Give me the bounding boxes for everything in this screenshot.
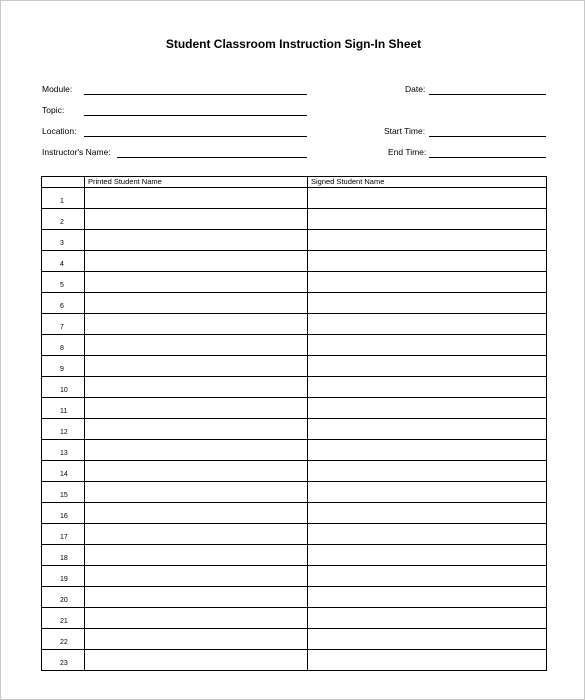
signed-name-cell[interactable]: [307, 377, 546, 397]
printed-name-cell[interactable]: [84, 524, 307, 544]
table-row: [42, 209, 546, 230]
printed-name-cell[interactable]: [84, 230, 307, 250]
table-row: [42, 482, 546, 503]
topic-label: Topic:: [42, 105, 65, 115]
row-number: 14: [60, 471, 68, 478]
table-row: [42, 419, 546, 440]
signed-name-cell[interactable]: [307, 419, 546, 439]
row-number: 15: [60, 492, 68, 499]
signed-name-column-header: Signed Student Name: [307, 177, 546, 187]
signed-name-cell[interactable]: [307, 293, 546, 313]
printed-name-cell[interactable]: [84, 398, 307, 418]
printed-name-cell[interactable]: [84, 482, 307, 502]
end-time-label: End Time:: [388, 147, 427, 157]
location-field-line[interactable]: [84, 136, 307, 137]
row-number: 22: [60, 639, 68, 646]
row-number: 7: [60, 324, 64, 331]
table-row: [42, 587, 546, 608]
printed-name-cell[interactable]: [84, 608, 307, 628]
printed-name-cell[interactable]: [84, 377, 307, 397]
table-row: [42, 398, 546, 419]
row-number: 13: [60, 450, 68, 457]
row-number: 21: [60, 618, 68, 625]
signed-name-cell[interactable]: [307, 209, 546, 229]
row-number: 4: [60, 261, 64, 268]
table-row: [42, 566, 546, 587]
row-number: 23: [60, 660, 68, 667]
module-label: Module:: [42, 84, 73, 94]
row-number: 5: [60, 282, 64, 289]
row-number: 11: [60, 408, 68, 415]
row-number: 3: [60, 240, 64, 247]
row-number: 12: [60, 429, 68, 436]
sign-in-table: [41, 176, 547, 671]
signed-name-cell[interactable]: [307, 503, 546, 523]
row-number: 6: [60, 303, 64, 310]
start-time-field-line[interactable]: [429, 136, 546, 137]
table-row: [42, 356, 546, 377]
printed-name-cell[interactable]: [84, 209, 307, 229]
signed-name-cell[interactable]: [307, 251, 546, 271]
signed-name-cell[interactable]: [307, 608, 546, 628]
signed-name-cell[interactable]: [307, 398, 546, 418]
signed-name-cell[interactable]: [307, 482, 546, 502]
signed-name-cell[interactable]: [307, 335, 546, 355]
printed-name-cell[interactable]: [84, 461, 307, 481]
table-row: [42, 503, 546, 524]
signed-name-cell[interactable]: [307, 545, 546, 565]
row-number: 16: [60, 513, 68, 520]
signed-name-cell[interactable]: [307, 272, 546, 292]
table-row: [42, 377, 546, 398]
module-field-line[interactable]: [84, 94, 307, 95]
printed-name-cell[interactable]: [84, 629, 307, 649]
signed-name-cell[interactable]: [307, 440, 546, 460]
row-number: 18: [60, 555, 68, 562]
printed-name-cell[interactable]: [84, 545, 307, 565]
table-row: [42, 251, 546, 272]
signed-name-cell[interactable]: [307, 314, 546, 334]
signed-name-cell[interactable]: [307, 587, 546, 607]
instructor-label: Instructor's Name:: [42, 147, 111, 157]
table-row: [42, 650, 546, 671]
printed-name-cell[interactable]: [84, 293, 307, 313]
date-field-line[interactable]: [429, 94, 546, 95]
table-row: [42, 524, 546, 545]
row-number: 1: [60, 198, 64, 205]
topic-field-line[interactable]: [84, 115, 307, 116]
table-row: [42, 440, 546, 461]
signed-name-cell[interactable]: [307, 629, 546, 649]
signed-name-cell[interactable]: [307, 524, 546, 544]
signed-name-cell[interactable]: [307, 650, 546, 670]
number-column-header: [42, 177, 84, 187]
signed-name-cell[interactable]: [307, 356, 546, 376]
table-row: [42, 608, 546, 629]
row-number: 17: [60, 534, 68, 541]
signed-name-cell[interactable]: [307, 230, 546, 250]
end-time-field-line[interactable]: [429, 157, 546, 158]
signed-name-cell[interactable]: [307, 461, 546, 481]
printed-name-cell[interactable]: [84, 251, 307, 271]
printed-name-cell[interactable]: [84, 356, 307, 376]
row-number: 19: [60, 576, 68, 583]
signed-name-cell[interactable]: [307, 188, 546, 208]
table-row: [42, 335, 546, 356]
table-row: [42, 188, 546, 209]
printed-name-cell[interactable]: [84, 188, 307, 208]
table-header-row: [42, 177, 546, 188]
instructor-field-line[interactable]: [117, 157, 307, 158]
row-number: 20: [60, 597, 68, 604]
table-row: [42, 629, 546, 650]
printed-name-cell[interactable]: [84, 335, 307, 355]
row-number: 9: [60, 366, 64, 373]
table-row: [42, 230, 546, 251]
table-row: [42, 314, 546, 335]
printed-name-cell[interactable]: [84, 419, 307, 439]
page-title: Student Classroom Instruction Sign-In Sheet: [165, 37, 422, 51]
table-row: [42, 272, 546, 293]
printed-name-cell[interactable]: [84, 566, 307, 586]
printed-name-cell[interactable]: [84, 272, 307, 292]
printed-name-cell[interactable]: [84, 650, 307, 670]
date-label: Date:: [405, 84, 426, 94]
printed-name-cell[interactable]: [84, 314, 307, 334]
table-row: [42, 461, 546, 482]
row-number: 8: [60, 345, 64, 352]
row-number: 10: [60, 387, 68, 394]
printed-name-cell[interactable]: [84, 440, 307, 460]
location-label: Location:: [42, 126, 77, 136]
printed-name-cell[interactable]: [84, 587, 307, 607]
start-time-label: Start Time:: [384, 126, 426, 136]
row-number: 2: [60, 219, 64, 226]
table-row: [42, 293, 546, 314]
table-row: [42, 545, 546, 566]
printed-name-cell[interactable]: [84, 503, 307, 523]
printed-name-column-header: Printed Student Name: [84, 177, 307, 187]
signed-name-cell[interactable]: [307, 566, 546, 586]
